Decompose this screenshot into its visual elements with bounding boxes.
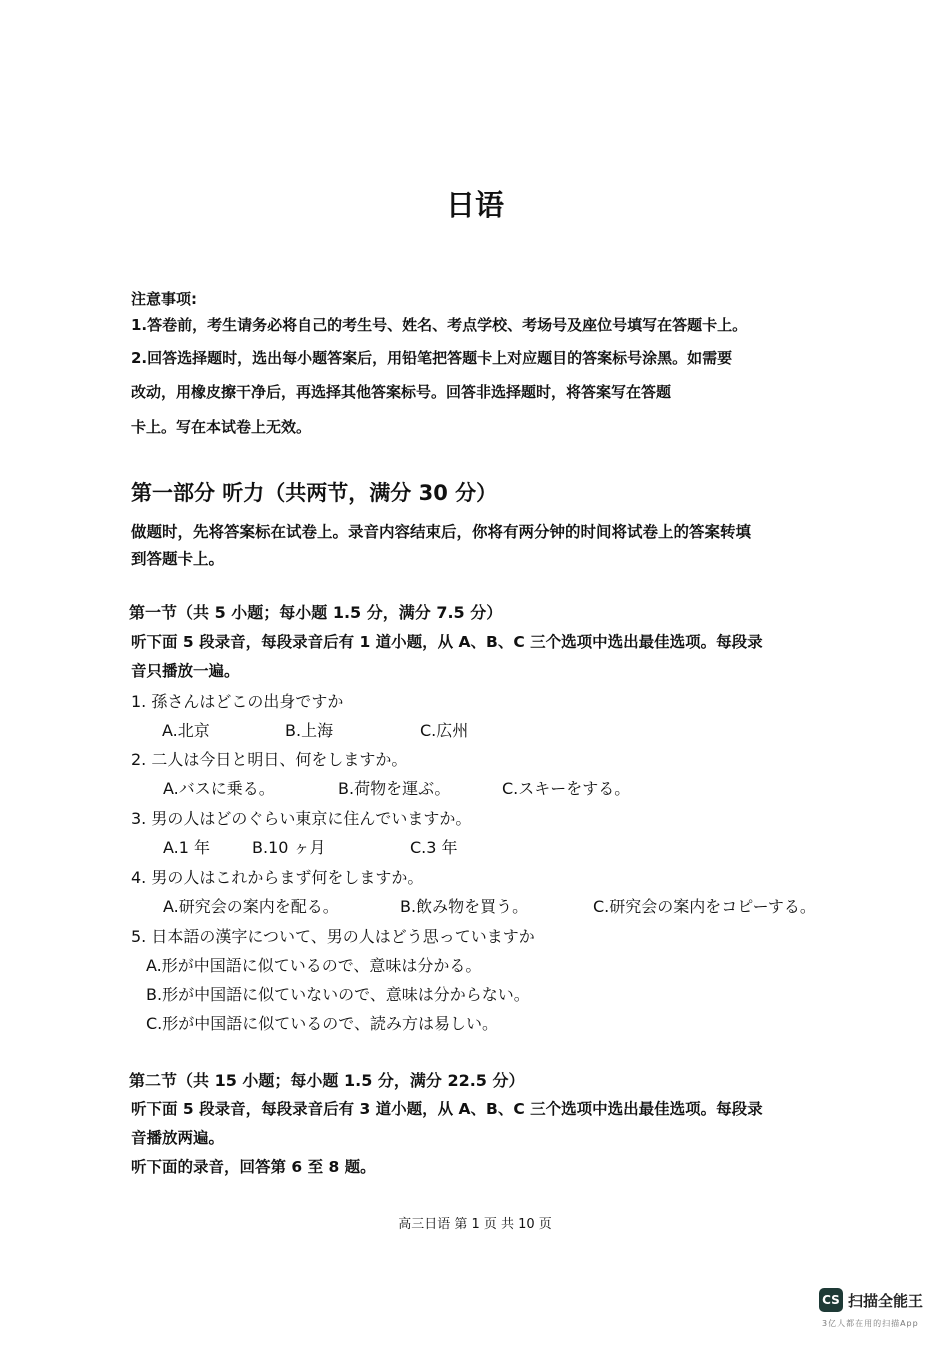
question-4: 4. 男の人はこれからまず何をしますか。	[131, 868, 424, 887]
notes-heading: 注意事项:	[131, 290, 197, 308]
question-3: 3. 男の人はどのぐらい東京に住んでいますか。	[131, 809, 472, 828]
question-2: 2. 二人は今日と明日、何をしますか。	[131, 750, 408, 769]
option-3a: A.1 年	[163, 838, 211, 857]
option-1c: C.広州	[420, 721, 469, 740]
option-3b: B.10 ヶ月	[252, 838, 326, 857]
option-4b: B.飲み物を買う。	[400, 897, 529, 916]
watermark-name: 扫描全能王	[848, 1292, 924, 1310]
section2-instruction: 听下面的录音，回答第 6 至 8 题。	[131, 1158, 376, 1176]
section1-instruction: 听下面 5 段录音，每段录音后有 1 道小题，从 A、B、C 三个选项中选出最佳选项。每段录	[131, 633, 763, 651]
question-5: 5. 日本語の漢字について、男の人はどう思っていますか	[131, 927, 535, 946]
option-5c: C.形が中国語に似ているので、読み方は易しい。	[146, 1014, 498, 1033]
notes-line: 改动，用橡皮擦干净后，再选择其他答案标号。回答非选择题时，将答案写在答题	[131, 383, 672, 401]
option-2a: A.バスに乗る。	[163, 779, 275, 798]
notes-line: 卡上。写在本试卷上无效。	[131, 418, 312, 436]
part1-heading: 第一部分 听力（共两节，满分 30 分）	[131, 481, 498, 505]
option-1b: B.上海	[285, 721, 334, 740]
camscanner-logo: CS	[819, 1288, 843, 1312]
part1-instruction: 到答题卡上。	[131, 550, 225, 568]
question-1: 1. 孫さんはどこの出身ですか	[131, 692, 344, 711]
option-4a: A.研究会の案内を配る。	[163, 897, 339, 916]
option-5b: B.形が中国語に似ていないので、意味は分からない。	[146, 985, 530, 1004]
section2-heading: 第二节（共 15 小题；每小题 1.5 分，满分 22.5 分）	[129, 1071, 525, 1090]
page-footer: 高三日语 第 1 页 共 10 页	[398, 1217, 552, 1232]
option-2c: C.スキーをする。	[502, 779, 631, 798]
section1-instruction: 音只播放一遍。	[131, 662, 240, 680]
section2-instruction: 音播放两遍。	[131, 1129, 225, 1147]
section1-heading: 第一节（共 5 小题；每小题 1.5 分，满分 7.5 分）	[129, 603, 503, 622]
page-title: 日语	[445, 188, 504, 222]
part1-instruction: 做题时，先将答案标在试卷上。录音内容结束后，你将有两分钟的时间将试卷上的答案转填	[131, 523, 752, 541]
option-1a: A.北京	[162, 721, 210, 740]
watermark-tagline: 3亿人都在用的扫描App	[822, 1319, 919, 1328]
option-2b: B.荷物を運ぶ。	[338, 779, 451, 798]
option-3c: C.3 年	[410, 838, 458, 857]
option-5a: A.形が中国語に似ているので、意味は分かる。	[146, 956, 482, 975]
notes-line: 2.回答选择题时，选出每小题答案后，用铅笔把答题卡上对应题目的答案标号涂黑。如需要	[131, 349, 733, 367]
section2-instruction: 听下面 5 段录音，每段录音后有 3 道小题，从 A、B、C 三个选项中选出最佳选项。每段录	[131, 1100, 763, 1118]
notes-line: 1.答卷前，考生请务必将自己的考生号、姓名、考点学校、考场号及座位号填写在答题卡上。	[131, 316, 748, 334]
option-4c: C.研究会の案内をコピーする。	[593, 897, 816, 916]
